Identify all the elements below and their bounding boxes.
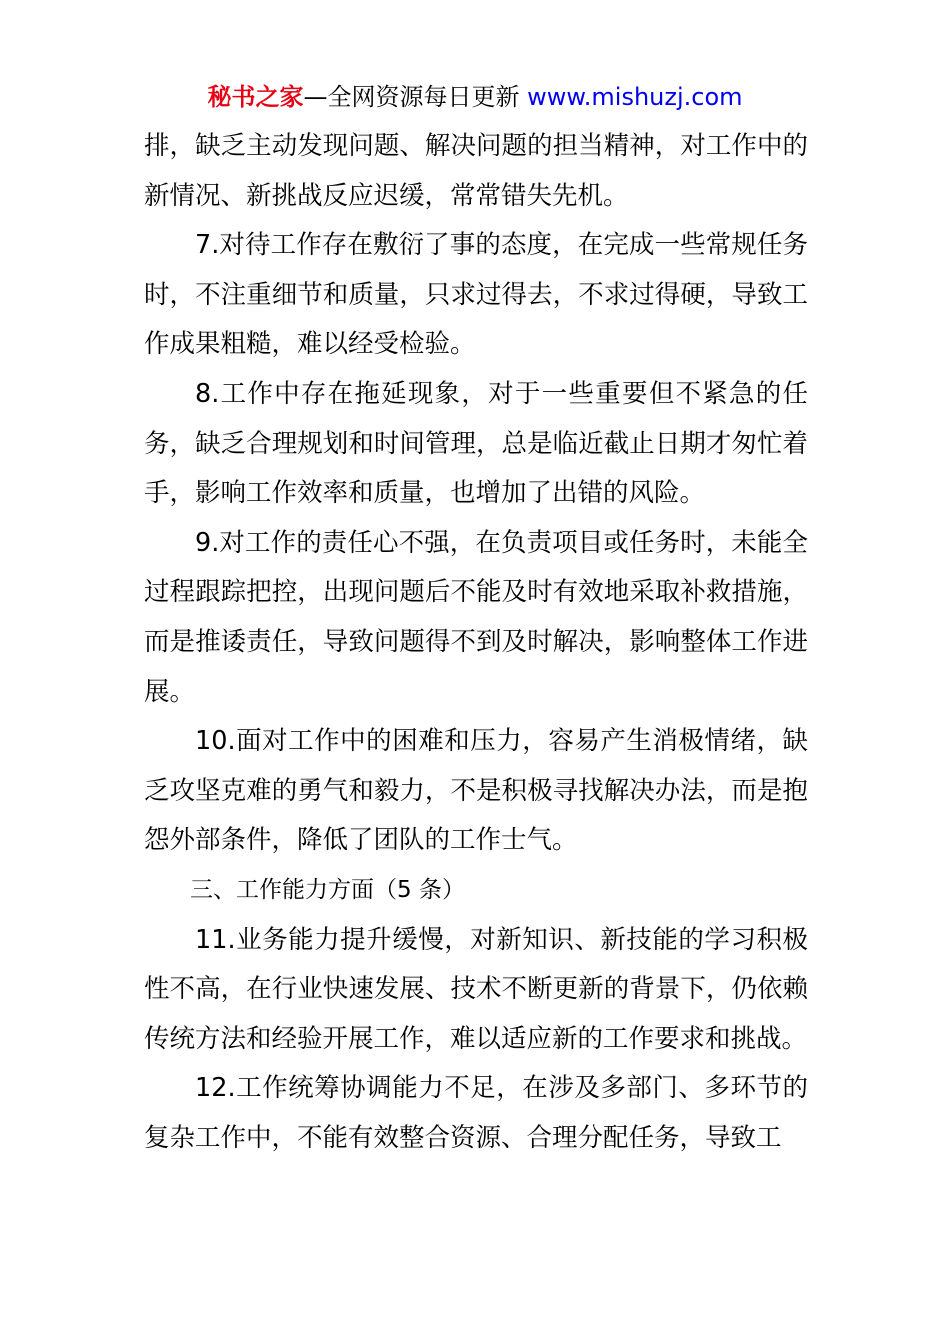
header-tagline: —全网资源每日更新 bbox=[303, 83, 520, 111]
paragraph-item-10: 10.面对工作中的困难和压力，容易产生消极情绪，缺乏攻坚克难的勇气和毅力，不是积极寻找解决办法，而是抱怨外部条件，降低了团队的工作士气。 bbox=[144, 726, 808, 856]
paragraph-continuation: 排，缺乏主动发现问题、解决问题的担当精神，对工作中的新情况、新挑战反应迟缓，常常错失先机。 bbox=[144, 131, 808, 211]
brand-name: 秘书之家 bbox=[207, 83, 304, 111]
document-body bbox=[144, 122, 808, 1163]
page-header bbox=[0, 80, 950, 114]
section-heading: 三、工作能力方面（5 条） bbox=[190, 876, 465, 903]
site-url-link[interactable]: www.mishuzj.com bbox=[527, 83, 743, 111]
paragraph-item-12: 12.工作统筹协调能力不足，在涉及多部门、多环节的复杂工作中，不能有效整合资源、合理分配任务，导致工 bbox=[144, 1073, 808, 1153]
paragraph-item-8: 8.工作中存在拖延现象，对于一些重要但不紧急的任务，缺乏合理规划和时间管理，总是临近截止日期才匆忙着手，影响工作效率和质量，也增加了出错的风险。 bbox=[144, 378, 808, 509]
paragraph-item-7: 7.对待工作存在敷衍了事的态度，在完成一些常规任务时，不注重细节和质量，只求过得去，不求过得硬，导致工作成果粗糙，难以经受检验。 bbox=[144, 230, 808, 360]
paragraph-item-9: 9.对工作的责任心不强，在负责项目或任务时，未能全过程跟踪把控，出现问题后不能及时有效地采取补救措施，而是推诿责任，导致问题得不到及时解决，影响整体工作进展。 bbox=[144, 527, 808, 707]
paragraph-item-11: 11.业务能力提升缓慢，对新知识、新技能的学习积极性不高，在行业快速发展、技术不断更新的背景下，仍依赖传统方法和经验开展工作，难以适应新的工作要求和挑战。 bbox=[144, 924, 808, 1054]
